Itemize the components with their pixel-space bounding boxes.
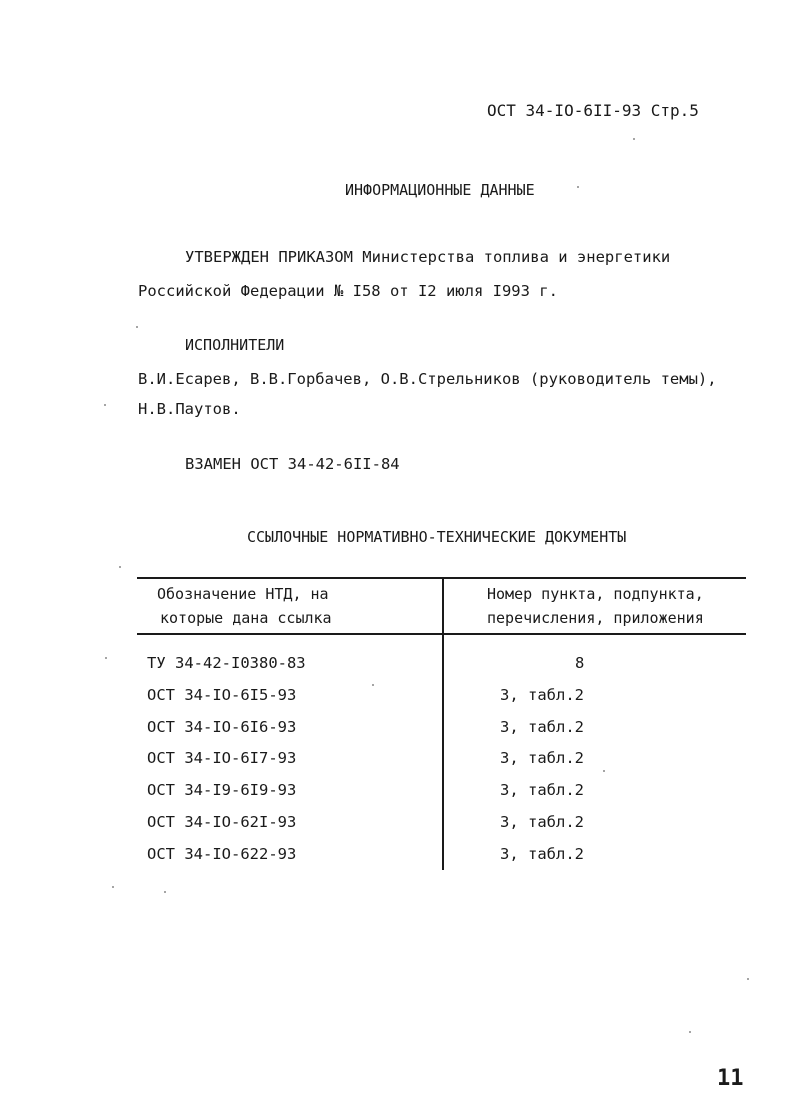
table-row-item: 3, табл.2 [500,749,584,767]
scan-speck [689,1031,691,1033]
page-number: 11 [717,1066,744,1091]
scan-speck [633,138,635,140]
scan-speck [747,978,749,980]
approved-line-1: УТВЕРЖДЕН ПРИКАЗОМ Министерства топлива и энергетики [185,248,671,266]
scan-speck [105,657,107,659]
table-row-item: 3, табл.2 [500,845,584,863]
table-row-doc: ОСТ 34-I9-6I9-93 [147,781,297,799]
table-row-doc: ОСТ 34-IО-62I-93 [147,813,297,831]
table-row-doc: ОСТ 34-IО-6I6-93 [147,718,297,736]
col1-header-line-1: Обозначение НТД, на [157,585,329,603]
executors-line-1: В.И.Есарев, В.В.Горбачев, О.В.Стрельников (руководитель темы), [138,370,717,388]
section-title: ИНФОРМАЦИОННЫЕ ДАННЫЕ [345,181,535,199]
col2-header-line-1: Номер пункта, подпункта, [487,585,704,603]
scan-speck [119,566,121,568]
col1-header-line-2: которые дана ссылка [160,609,332,627]
table-row-doc: ОСТ 34-IО-6I5-93 [147,686,297,704]
scan-speck [577,186,579,188]
document-header: ОСТ 34-IО-6II-93 Стр.5 [487,101,699,120]
table-row-item: 3, табл.2 [500,813,584,831]
scan-speck [104,404,106,406]
table-row-item: 3, табл.2 [500,781,584,799]
approved-line-2: Российской Федерации № I58 от I2 июля I993 г. [138,282,558,300]
executors-line-2: Н.В.Паутов. [138,400,241,418]
scan-speck [603,770,605,772]
table-row-doc: ТУ 34-42-I0380-83 [147,654,306,672]
table-row-item: 8 [575,654,585,672]
table-row-doc: ОСТ 34-IО-6I7-93 [147,749,297,767]
scan-speck [112,886,114,888]
col2-header-line-2: перечисления, приложения [487,609,704,627]
table-row-doc: ОСТ 34-IО-622-93 [147,845,297,863]
scan-speck [372,684,374,686]
scan-speck [136,326,138,328]
table-row-item: 3, табл.2 [500,718,584,736]
executors-heading: ИСПОЛНИТЕЛИ [185,336,285,354]
table-row-item: 3, табл.2 [500,686,584,704]
replaces-line: ВЗАМЕН ОСТ 34-42-6II-84 [185,455,400,473]
references-title: ССЫЛОЧНЫЕ НОРМАТИВНО-ТЕХНИЧЕСКИЕ ДОКУМЕНТЫ [247,528,627,546]
table-column-divider [442,578,444,870]
scan-speck [164,891,166,893]
